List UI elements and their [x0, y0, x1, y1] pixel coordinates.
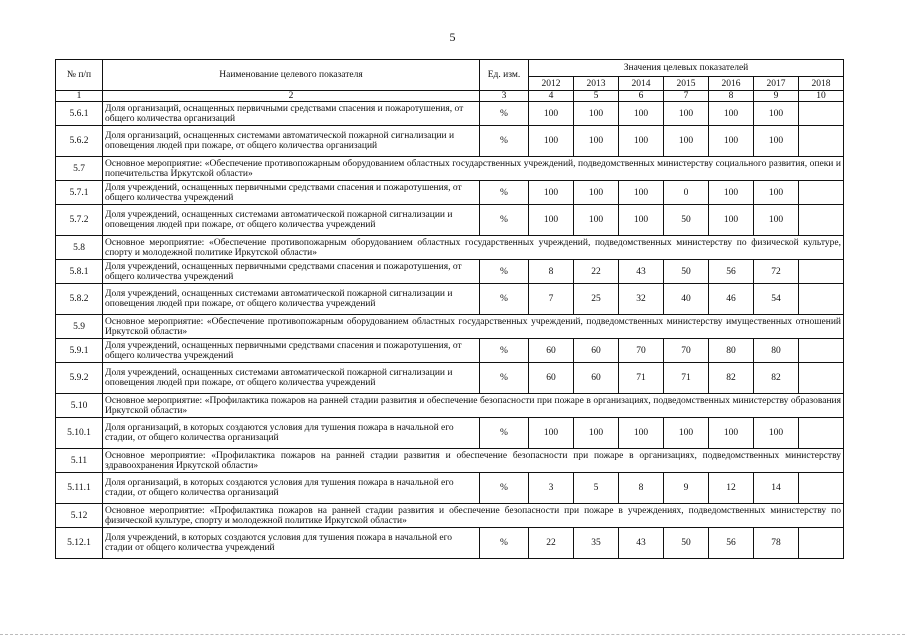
header-num: № п/п: [56, 60, 103, 91]
event-row: [56, 236, 844, 260]
value-cell: [799, 528, 844, 559]
row-number: 5.9.1: [56, 339, 103, 363]
event-description: Основное мероприятие: «Обеспечение противопожарным оборудованием областных государственных учреждений, подведомственных министерству имущественных отношений Иркутской области»: [103, 315, 844, 339]
index-cell: 6: [619, 91, 664, 102]
value-cell: 100: [529, 102, 574, 126]
header-unit: Ед. изм.: [480, 60, 529, 91]
year-cell: 2014: [619, 77, 664, 91]
value-cell: 70: [664, 339, 709, 363]
indicator-row: [56, 205, 844, 236]
year-cell: 2017: [754, 77, 799, 91]
header-values: Значения целевых показателей: [529, 60, 844, 77]
value-cell: 100: [754, 126, 799, 157]
value-cell: 8: [529, 260, 574, 284]
indicator-row: [56, 418, 844, 449]
value-cell: 46: [709, 284, 754, 315]
value-cell: 43: [619, 260, 664, 284]
indicator-row: [56, 102, 844, 126]
indicator-unit: %: [480, 181, 529, 205]
value-cell: 22: [529, 528, 574, 559]
value-cell: 100: [664, 418, 709, 449]
value-cell: 9: [664, 473, 709, 504]
indicator-name: Доля учреждений, оснащенных первичными средствами спасения и пожаротушения, от общего количества учреждений: [103, 339, 480, 363]
value-cell: 3: [529, 473, 574, 504]
event-description: Основное мероприятие: «Обеспечение противопожарным оборудованием областных государственных учреждений, подведомственных министерству по физической культуре, спорту и молодежной политике Иркутской области»: [103, 236, 844, 260]
year-cell: 2015: [664, 77, 709, 91]
value-cell: 12: [709, 473, 754, 504]
value-cell: 100: [754, 205, 799, 236]
value-cell: 50: [664, 260, 709, 284]
indicator-unit: %: [480, 528, 529, 559]
value-cell: 100: [619, 126, 664, 157]
value-cell: 100: [619, 181, 664, 205]
event-row: [56, 157, 844, 181]
value-cell: 100: [619, 102, 664, 126]
value-cell: 82: [709, 363, 754, 394]
row-number: 5.7.1: [56, 181, 103, 205]
value-cell: 60: [529, 363, 574, 394]
value-cell: 71: [619, 363, 664, 394]
index-cell: 9: [754, 91, 799, 102]
value-cell: [799, 102, 844, 126]
value-cell: 60: [529, 339, 574, 363]
value-cell: [799, 205, 844, 236]
indicator-name: Доля учреждений, оснащенных первичными средствами спасения и пожаротушения, от общего количества учреждений: [103, 181, 480, 205]
value-cell: 35: [574, 528, 619, 559]
value-cell: 100: [709, 418, 754, 449]
value-cell: 100: [529, 205, 574, 236]
indicator-unit: %: [480, 205, 529, 236]
indicator-unit: %: [480, 418, 529, 449]
indicator-row: [56, 363, 844, 394]
row-number: 5.9.2: [56, 363, 103, 394]
value-cell: 100: [574, 205, 619, 236]
column-index-row: [56, 91, 844, 102]
row-number: 5.6.1: [56, 102, 103, 126]
value-cell: 100: [574, 102, 619, 126]
event-description: Основное мероприятие: «Профилактика пожаров на ранней стадии развития и обеспечение безопасности при пожаре в организациях, подведомственных министерству здравоохранения Иркутской области»: [103, 449, 844, 473]
value-cell: 100: [664, 126, 709, 157]
indicator-unit: %: [480, 339, 529, 363]
index-cell: 5: [574, 91, 619, 102]
value-cell: 7: [529, 284, 574, 315]
indicator-unit: %: [480, 260, 529, 284]
value-cell: 54: [754, 284, 799, 315]
indicator-unit: %: [480, 126, 529, 157]
row-number: 5.7: [56, 157, 103, 181]
index-cell: 2: [103, 91, 480, 102]
value-cell: 0: [664, 181, 709, 205]
row-number: 5.12: [56, 504, 103, 528]
page-number: 5: [449, 30, 456, 44]
value-cell: 70: [619, 339, 664, 363]
indicator-name: Доля организаций, в которых создаются условия для тушения пожара в начальной его стадии, от общего количества организаций: [103, 473, 480, 504]
value-cell: [799, 284, 844, 315]
row-number: 5.9: [56, 315, 103, 339]
year-cell: 2013: [574, 77, 619, 91]
value-cell: 82: [754, 363, 799, 394]
value-cell: [799, 126, 844, 157]
indicator-unit: %: [480, 284, 529, 315]
value-cell: 100: [709, 126, 754, 157]
event-row: [56, 394, 844, 418]
indicator-name: Доля учреждений, в которых создаются условия для тушения пожара в начальной его стадии от общего количества учреждений: [103, 528, 480, 559]
value-cell: 100: [754, 418, 799, 449]
value-cell: 60: [574, 339, 619, 363]
value-cell: [799, 181, 844, 205]
indicator-unit: %: [480, 363, 529, 394]
row-number: 5.8.2: [56, 284, 103, 315]
indicator-name: Доля учреждений, оснащенных системами автоматической пожарной сигнализации и оповещения людей при пожаре, от общего количества учреждений: [103, 205, 480, 236]
index-cell: 7: [664, 91, 709, 102]
value-cell: [799, 260, 844, 284]
value-cell: 100: [754, 181, 799, 205]
value-cell: [799, 473, 844, 504]
value-cell: 40: [664, 284, 709, 315]
value-cell: 80: [709, 339, 754, 363]
value-cell: 100: [529, 126, 574, 157]
value-cell: 80: [754, 339, 799, 363]
index-cell: 4: [529, 91, 574, 102]
row-number: 5.6.2: [56, 126, 103, 157]
indicator-name: Доля организаций, оснащенных системами автоматической пожарной сигнализации и оповещения людей при пожаре, от общего количества организаций: [103, 126, 480, 157]
value-cell: 14: [754, 473, 799, 504]
indicator-row: [56, 260, 844, 284]
value-cell: 100: [574, 126, 619, 157]
event-description: Основное мероприятие: «Обеспечение противопожарным оборудованием областных государственных учреждений, подведомственных министерству социального развития, опеки и попечительства Иркутской области»: [103, 157, 844, 181]
year-cell: 2016: [709, 77, 754, 91]
indicator-row: [56, 528, 844, 559]
indicator-row: [56, 473, 844, 504]
event-row: [56, 449, 844, 473]
event-description: Основное мероприятие: «Профилактика пожаров на ранней стадии развития и обеспечение безопасности при пожаре в организациях, подведомственных министерству образования Иркутской области»: [103, 394, 844, 418]
header-name: Наименование целевого показателя: [103, 60, 480, 91]
value-cell: 71: [664, 363, 709, 394]
indicator-name: Доля организаций, оснащенных первичными средствами спасения и пожаротушения, от общего количества организаций: [103, 102, 480, 126]
indicator-row: [56, 284, 844, 315]
value-cell: 100: [619, 418, 664, 449]
indicator-unit: %: [480, 473, 529, 504]
value-cell: 100: [574, 181, 619, 205]
row-number: 5.8: [56, 236, 103, 260]
row-number: 5.10.1: [56, 418, 103, 449]
row-number: 5.12.1: [56, 528, 103, 559]
value-cell: 100: [709, 181, 754, 205]
row-number: 5.8.1: [56, 260, 103, 284]
value-cell: 56: [709, 528, 754, 559]
page-bottom-border: [0, 634, 905, 635]
row-number: 5.10: [56, 394, 103, 418]
value-cell: 100: [709, 205, 754, 236]
value-cell: 78: [754, 528, 799, 559]
value-cell: 100: [664, 102, 709, 126]
index-cell: 8: [709, 91, 754, 102]
value-cell: 60: [574, 363, 619, 394]
event-row: [56, 315, 844, 339]
indicator-name: Доля учреждений, оснащенных системами автоматической пожарной сигнализации и оповещения людей при пожаре, от общего количества учреждений: [103, 363, 480, 394]
value-cell: 100: [709, 102, 754, 126]
row-number: 5.7.2: [56, 205, 103, 236]
value-cell: 50: [664, 205, 709, 236]
indicator-row: [56, 339, 844, 363]
value-cell: 100: [529, 181, 574, 205]
value-cell: 8: [619, 473, 664, 504]
value-cell: 100: [619, 205, 664, 236]
value-cell: 100: [754, 102, 799, 126]
value-cell: 43: [619, 528, 664, 559]
value-cell: 50: [664, 528, 709, 559]
value-cell: 5: [574, 473, 619, 504]
indicator-name: Доля учреждений, оснащенных первичными средствами спасения и пожаротушения, от общего количества учреждений: [103, 260, 480, 284]
row-number: 5.11: [56, 449, 103, 473]
indicator-name: Доля учреждений, оснащенных системами автоматической пожарной сигнализации и оповещения людей при пожаре, от общего количества учреждений: [103, 284, 480, 315]
index-cell: 10: [799, 91, 844, 102]
index-cell: 3: [480, 91, 529, 102]
value-cell: 25: [574, 284, 619, 315]
year-cell: 2012: [529, 77, 574, 91]
value-cell: [799, 363, 844, 394]
year-cell: 2018: [799, 77, 844, 91]
event-description: Основное мероприятие: «Профилактика пожаров на ранней стадии развития и обеспечение безопасности при пожаре в учреждениях, подведомственных министерству по физической культуре, спорту и молодежной политике Иркутской области»: [103, 504, 844, 528]
indicator-unit: %: [480, 102, 529, 126]
value-cell: 100: [574, 418, 619, 449]
indicator-row: [56, 181, 844, 205]
value-cell: [799, 418, 844, 449]
value-cell: 32: [619, 284, 664, 315]
target-indicators-table: [55, 59, 844, 559]
indicator-row: [56, 126, 844, 157]
value-cell: 56: [709, 260, 754, 284]
value-cell: 22: [574, 260, 619, 284]
index-cell: 1: [56, 91, 103, 102]
value-cell: 100: [529, 418, 574, 449]
row-number: 5.11.1: [56, 473, 103, 504]
value-cell: [799, 339, 844, 363]
header-row: [56, 60, 844, 77]
indicator-name: Доля организаций, в которых создаются условия для тушения пожара в начальной его стадии, от общего количества организаций: [103, 418, 480, 449]
value-cell: 72: [754, 260, 799, 284]
event-row: [56, 504, 844, 528]
